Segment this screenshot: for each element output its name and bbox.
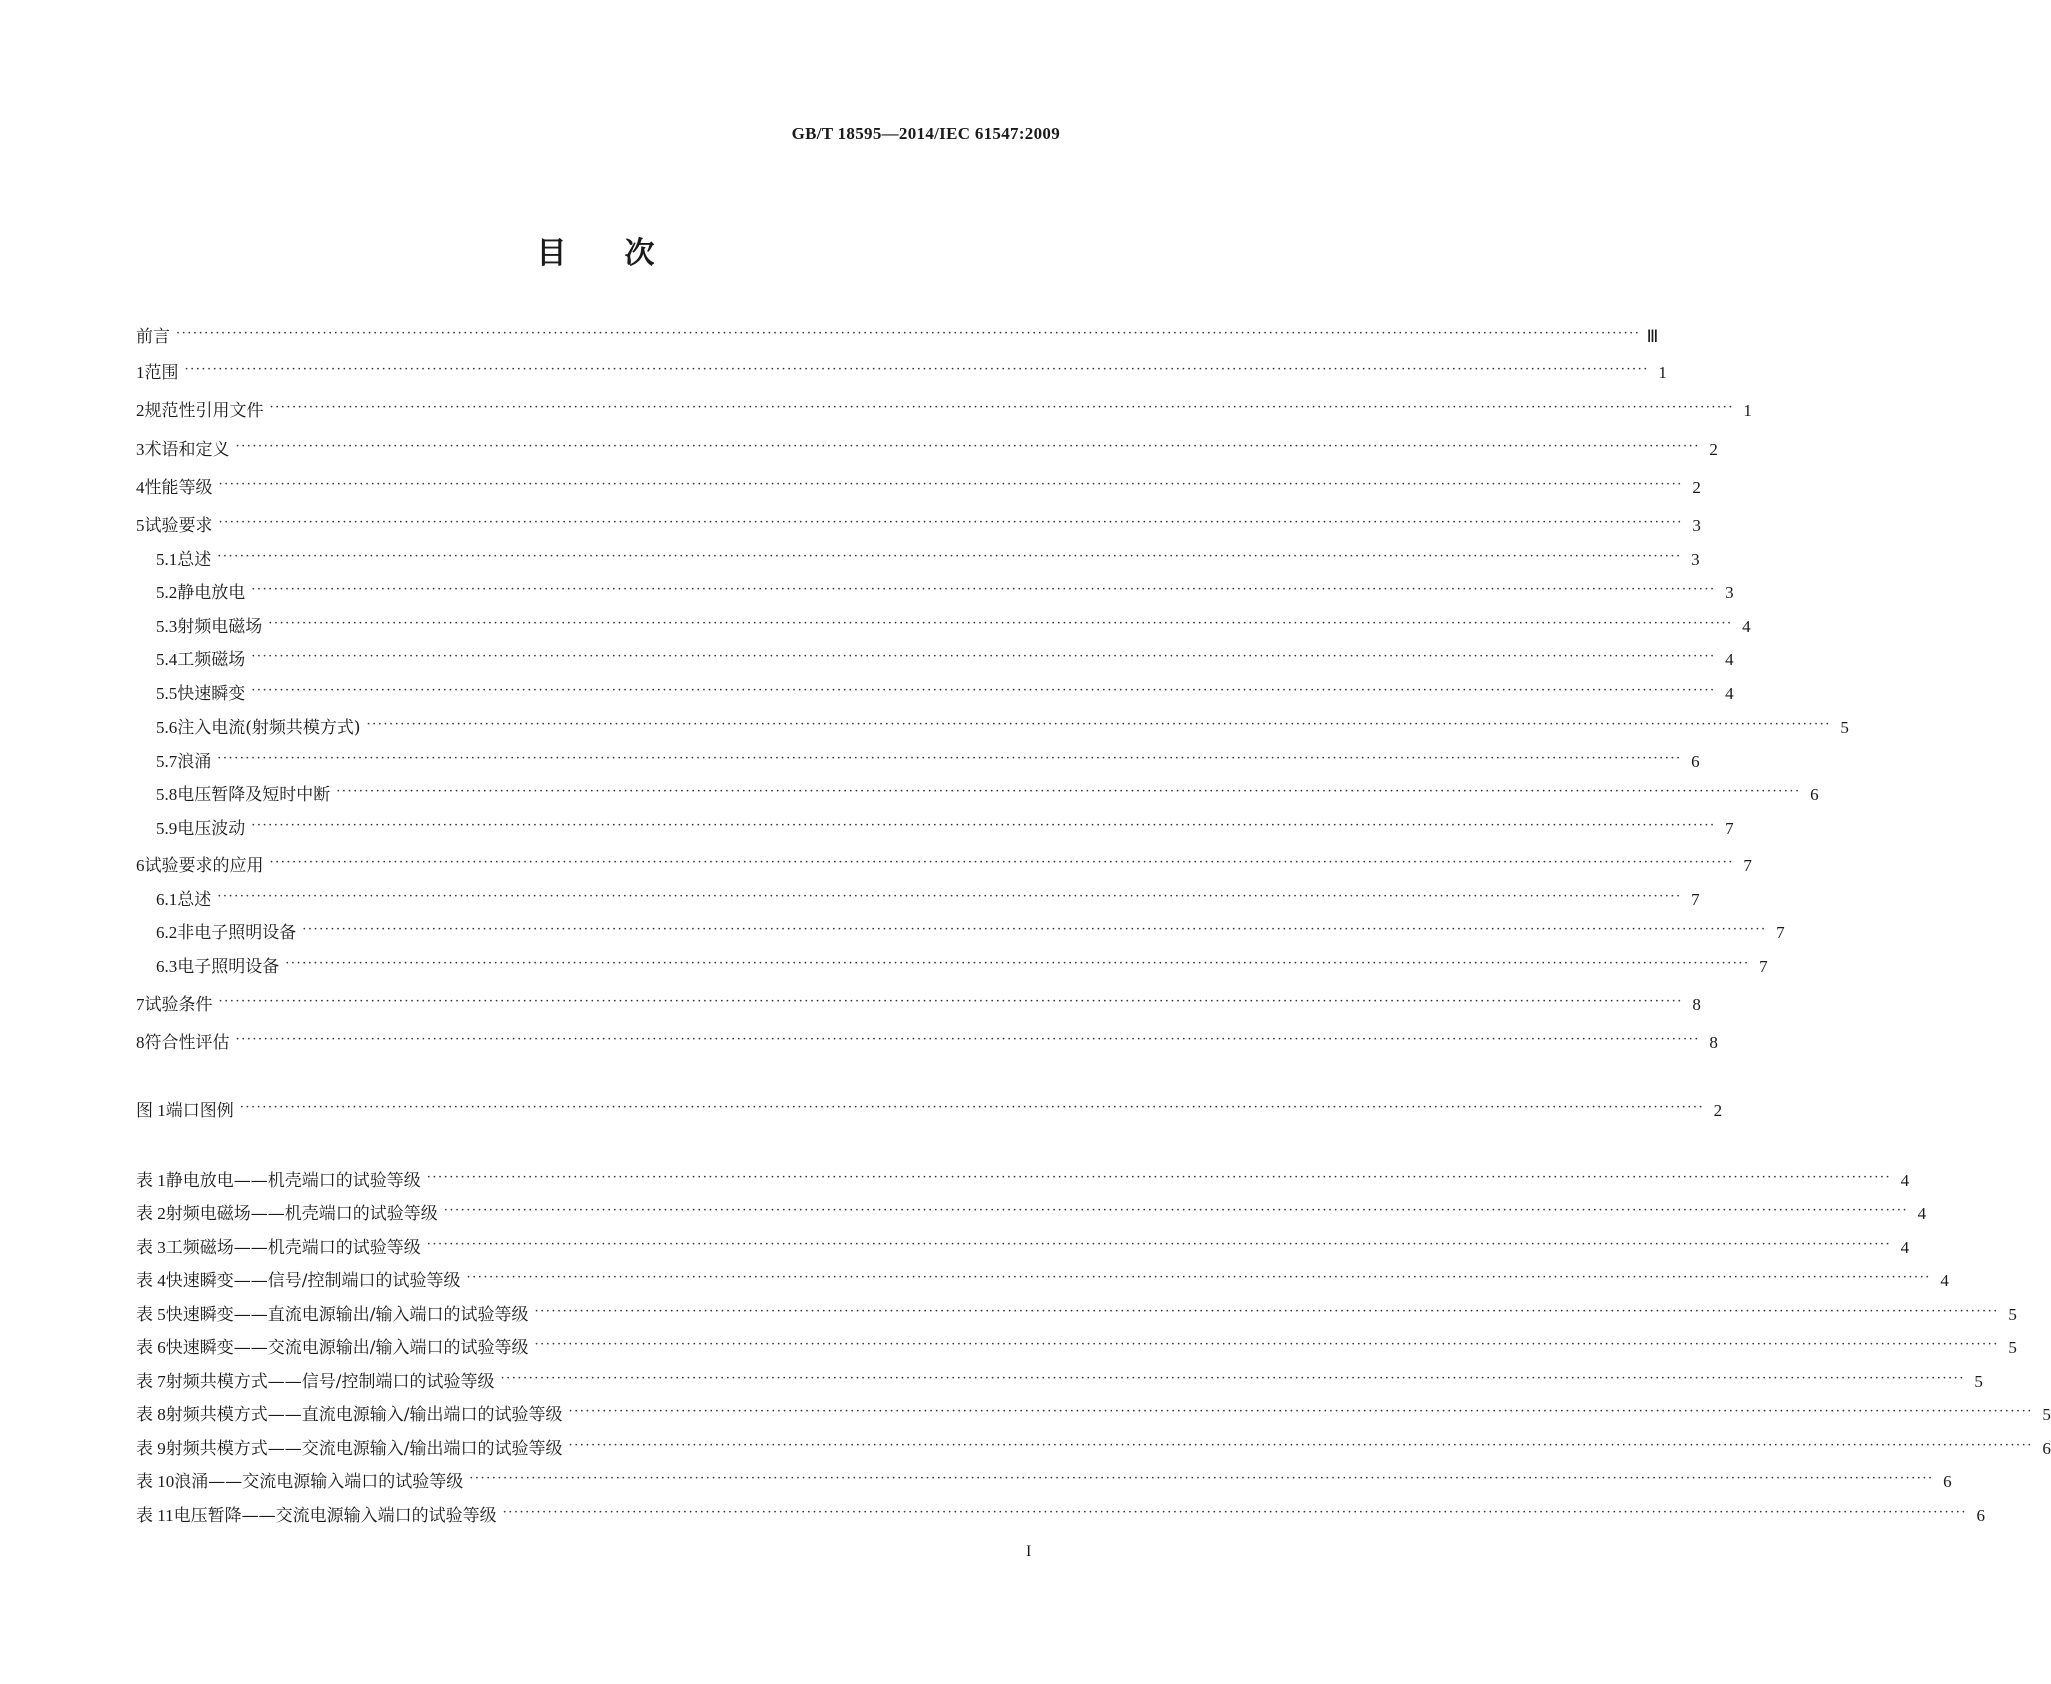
toc-entry[interactable]	[156, 952, 1768, 977]
toc-entry-number: 2	[136, 401, 145, 420]
toc-entry[interactable]	[136, 322, 1659, 347]
toc-entry-page: 5	[2008, 1338, 2017, 1357]
toc-entry-page: 3	[1691, 550, 1700, 569]
toc-leader-dots: ····································································································································································································································································	[217, 751, 1682, 766]
toc-leader-dots: ····································································································································································································································································	[469, 1471, 1934, 1486]
toc-entry-label: 电子照明设备	[177, 957, 280, 977]
toc-entry[interactable]	[156, 713, 1849, 738]
toc-entry-number: 6	[136, 856, 145, 875]
standard-code: GB/T 18595—2014/IEC 61547:2009	[791, 124, 1060, 143]
toc-leader-dots: ····································································································································································································································································	[251, 683, 1716, 698]
toc-entry-label: 性能等级	[144, 478, 213, 498]
toc-entry-number: 表 4	[136, 1271, 166, 1290]
toc-leader-dots: ····································································································································································································································································	[500, 1371, 1965, 1386]
toc-entry-number: 5.8	[156, 785, 178, 804]
toc-entry-page: 5	[2008, 1305, 2017, 1324]
toc-entry-page: 8	[1692, 995, 1701, 1014]
toc-entry-label: 快速瞬变	[177, 684, 246, 704]
toc-entry[interactable]	[136, 396, 1752, 421]
toc-entry[interactable]	[136, 1266, 1949, 1291]
toc-entry-page: 1	[1658, 363, 1667, 382]
toc-entry[interactable]	[136, 1233, 1910, 1258]
toc-leader-dots: ····································································································································································································································································	[366, 717, 1831, 732]
toc-entry-number: 1	[136, 363, 145, 382]
toc-entry-label: 规范性引用文件	[144, 401, 264, 421]
toc-entry-label: 术语和定义	[144, 440, 230, 460]
toc-leader-dots: ····································································································································································································································································	[268, 616, 1733, 631]
toc-entry-number: 表 8	[136, 1405, 166, 1424]
toc-leader-dots: ····································································································································································································································································	[285, 956, 1750, 971]
toc-entry-page: 3	[1725, 583, 1734, 602]
toc-entry-number: 表 7	[136, 1372, 166, 1391]
toc-leader-dots: ····································································································································································································································································	[534, 1337, 1999, 1352]
toc-entry-label: 注入电流(射频共模方式)	[177, 718, 361, 738]
toc-entry-number: 6.3	[156, 957, 178, 976]
toc-entry-label: 前言	[136, 327, 170, 347]
toc-entry[interactable]	[136, 1501, 1986, 1526]
toc-entry-page: 7	[1776, 923, 1785, 942]
toc-entry-page: 6	[1976, 1506, 1986, 1525]
toc-entry-label: 试验要求的应用	[144, 856, 264, 876]
toc-entry-number: 5.1	[156, 550, 178, 569]
toc-leader-dots: ····································································································································································································································································	[426, 1170, 1892, 1185]
toc-entry-label: 范围	[144, 363, 179, 383]
toc-entry-page: 7	[1725, 819, 1734, 838]
toc-entry-number: 3	[136, 440, 145, 459]
toc-entry-label: 射频共模方式——直流电源输入/输出端口的试验等级	[165, 1405, 563, 1425]
toc-leader-dots: ····································································································································································································································································	[235, 439, 1700, 454]
toc-entry[interactable]	[136, 1199, 1927, 1224]
toc-entry-label: 端口图例	[165, 1101, 234, 1121]
toc-entry-number: 表 10	[136, 1472, 175, 1491]
toc-entry[interactable]	[136, 1367, 1983, 1392]
toc-entry-page: 4	[1900, 1238, 1910, 1257]
toc-entry-page: 6	[1691, 752, 1700, 771]
toc-entry[interactable]	[136, 851, 1752, 876]
toc-entry[interactable]	[156, 747, 1700, 772]
toc-entry-number: 5.9	[156, 819, 178, 838]
toc-entry-label: 电压波动	[177, 819, 246, 839]
toc-entry-number: 表 2	[136, 1204, 166, 1223]
toc-entry-page: 4	[1940, 1271, 1949, 1290]
toc-entry[interactable]	[156, 814, 1734, 839]
toc-entry-number: 表 6	[136, 1338, 166, 1357]
toc-leader-dots: ····································································································································································································································································	[568, 1438, 2033, 1453]
toc-leader-dots: ····································································································································································································································································	[176, 326, 1641, 341]
toc-leader-dots: ····································································································································································································································································	[218, 515, 1683, 530]
toc-entry-number: 表 3	[136, 1238, 166, 1257]
toc-entry-page: 7	[1759, 957, 1768, 976]
toc-entry[interactable]	[156, 780, 1819, 805]
toc-entry-page: 2	[1692, 478, 1701, 497]
toc-leader-dots: ····································································································································································································································································	[426, 1237, 1892, 1252]
toc-entry[interactable]	[136, 473, 1701, 498]
toc-entry-label: 射频共模方式——信号/控制端口的试验等级	[165, 1372, 495, 1392]
toc-entry-page: 4	[1742, 617, 1751, 636]
toc-entry-label: 静电放电——机壳端口的试验等级	[165, 1171, 421, 1191]
toc-entry[interactable]	[156, 545, 1700, 570]
toc-entry[interactable]	[136, 1300, 2017, 1325]
toc-entry[interactable]	[136, 1096, 1723, 1121]
toc-entry-page: 2	[1709, 440, 1718, 459]
toc-entry-number: 表 1	[136, 1171, 166, 1190]
toc-entry[interactable]	[136, 990, 1701, 1015]
toc-leader-dots: ····································································································································································································································································	[251, 649, 1716, 664]
toc-entry-label: 工频磁场——机壳端口的试验等级	[165, 1238, 421, 1258]
toc-entry-page: 6	[2042, 1439, 2051, 1458]
toc-leader-dots: ····································································································································································································································································	[336, 784, 1801, 799]
toc-entry-label: 静电放电	[177, 583, 246, 603]
toc-entry-label: 电压暂降——交流电源输入端口的试验等级	[173, 1506, 497, 1526]
toc-entry-page: 7	[1743, 856, 1752, 875]
toc-entry-label: 快速瞬变——信号/控制端口的试验等级	[165, 1271, 461, 1291]
toc-entry[interactable]	[156, 645, 1734, 670]
toc-leader-dots: ····································································································································································································································································	[568, 1404, 2033, 1419]
toc-entry[interactable]	[156, 679, 1734, 704]
toc-entry-number: 表 9	[136, 1439, 166, 1458]
toc-entry-page: 4	[1725, 650, 1734, 669]
toc-entry[interactable]	[136, 511, 1701, 536]
toc-entry-label: 射频电磁场——机壳端口的试验等级	[165, 1204, 438, 1224]
toc-entry-page: 4	[1900, 1171, 1910, 1190]
toc-leader-dots: ····································································································································································································································································	[443, 1203, 1909, 1218]
toc-leader-dots: ····································································································································································································································································	[217, 549, 1682, 564]
toc-leader-dots: ····································································································································································································································································	[269, 400, 1734, 415]
toc-entry-number: 5	[136, 516, 145, 535]
toc-entry-label: 试验要求	[144, 516, 213, 536]
toc-entry-page: 5	[1974, 1372, 1983, 1391]
toc-entry[interactable]	[156, 885, 1700, 910]
toc-entry-label: 射频电磁场	[177, 617, 263, 637]
toc-entry-label: 浪涌	[177, 752, 212, 772]
toc-entry-page: 5	[2042, 1405, 2051, 1424]
toc-entry[interactable]	[136, 1333, 2017, 1358]
toc-entry-label: 工频磁场	[177, 650, 246, 670]
toc-entry-label: 快速瞬变——直流电源输出/输入端口的试验等级	[165, 1305, 529, 1325]
toc-entry[interactable]	[156, 612, 1751, 637]
toc-entry-number: 表 5	[136, 1305, 166, 1324]
toc-entry[interactable]	[136, 1028, 1718, 1053]
toc-entry[interactable]	[156, 578, 1734, 603]
toc-leader-dots: ····································································································································································································································································	[502, 1505, 1968, 1520]
toc-entry[interactable]	[136, 435, 1718, 460]
toc-entry-page: 6	[1943, 1472, 1952, 1491]
toc-entry-number: 6.1	[156, 890, 178, 909]
toc-entry-page: 4	[1725, 684, 1734, 703]
toc-entry-page: 5	[1840, 718, 1849, 737]
toc-leader-dots: ····································································································································································································································································	[302, 922, 1767, 937]
toc-entry-label: 符合性评估	[144, 1033, 230, 1053]
toc-entry-number: 5.7	[156, 752, 178, 771]
toc-entry-number: 6.2	[156, 923, 178, 942]
toc-leader-dots: ····································································································································································································································································	[235, 1032, 1700, 1047]
toc-leader-dots: ····································································································································································································································································	[217, 889, 1682, 904]
toc-entry-number: 5.2	[156, 583, 178, 602]
toc-entry-label: 试验条件	[144, 995, 213, 1015]
toc-entry-label: 浪涌——交流电源输入端口的试验等级	[174, 1472, 464, 1492]
toc-entry-number: 7	[136, 995, 145, 1014]
page-number: I	[1026, 1543, 1032, 1560]
toc-entry-label: 快速瞬变——交流电源输出/输入端口的试验等级	[165, 1338, 529, 1358]
toc-entry[interactable]	[136, 1434, 2051, 1459]
toc-entry-page: 4	[1917, 1204, 1927, 1223]
toc-entry-label: 非电子照明设备	[177, 923, 297, 943]
toc-entry[interactable]	[136, 358, 1667, 383]
toc-entry[interactable]	[136, 1467, 1952, 1492]
toc-leader-dots: ····································································································································································································································································	[184, 362, 1649, 377]
toc-entry-page: Ⅲ	[1646, 327, 1659, 346]
toc-entry-page: 8	[1709, 1033, 1718, 1052]
toc-leader-dots: ····································································································································································································································································	[218, 994, 1683, 1009]
toc-leader-dots: ····································································································································································································································································	[251, 818, 1716, 833]
toc-entry-label: 总述	[177, 890, 212, 910]
toc-entry[interactable]	[136, 1400, 2051, 1425]
toc-entry[interactable]	[136, 1166, 1910, 1191]
page-title: 目次	[536, 236, 713, 271]
toc-entry-page: 3	[1692, 516, 1701, 535]
toc-entry-number: 4	[136, 478, 145, 497]
toc-entry-page: 7	[1691, 890, 1700, 909]
toc-entry[interactable]	[156, 918, 1785, 943]
toc-entry-number: 8	[136, 1033, 145, 1052]
toc-entry-page: 6	[1810, 785, 1819, 804]
toc-leader-dots: ····································································································································································································································································	[466, 1270, 1931, 1285]
toc-entry-number: 5.3	[156, 617, 178, 636]
toc-leader-dots: ····································································································································································································································································	[218, 477, 1683, 492]
toc-leader-dots: ····································································································································································································································································	[534, 1304, 1999, 1319]
toc-entry-number: 图 1	[136, 1101, 166, 1120]
toc-entry-number: 5.6	[156, 718, 178, 737]
toc-entry-number: 5.5	[156, 684, 178, 703]
toc-entry-page: 2	[1713, 1101, 1723, 1120]
toc-leader-dots: ····································································································································································································································································	[239, 1100, 1705, 1115]
toc-leader-dots: ····································································································································································································································································	[251, 582, 1716, 597]
toc-entry-page: 1	[1743, 401, 1752, 420]
toc-entry-number: 表 11	[136, 1506, 174, 1525]
toc-entry-label: 电压暂降及短时中断	[177, 785, 331, 805]
toc-entry-number: 5.4	[156, 650, 178, 669]
toc-entry-label: 射频共模方式——交流电源输入/输出端口的试验等级	[165, 1439, 563, 1459]
toc-entry-label: 总述	[177, 550, 212, 570]
toc-leader-dots: ····································································································································································································································································	[269, 855, 1734, 870]
